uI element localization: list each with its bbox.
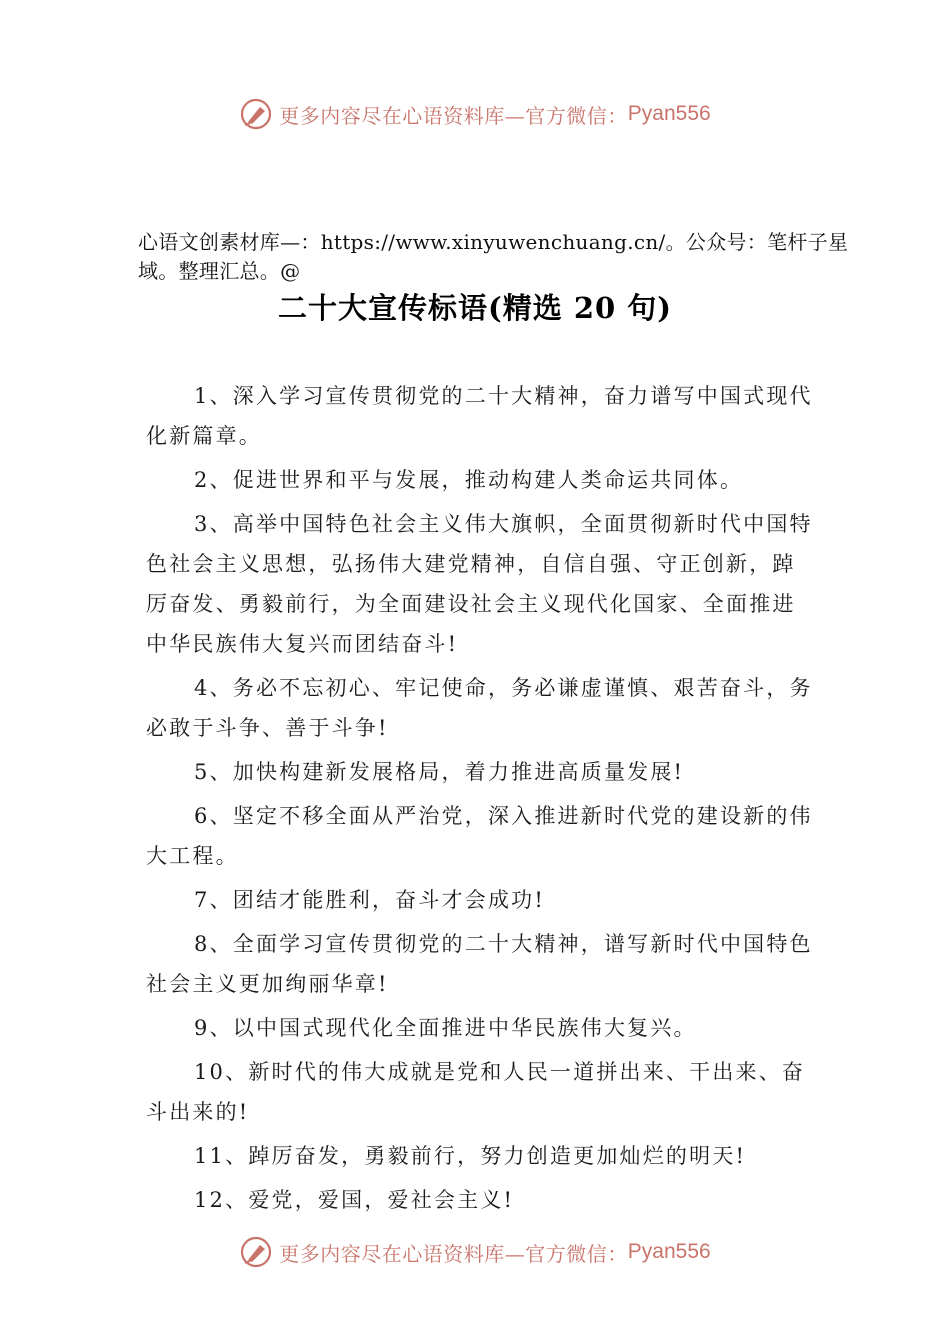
list-item: 8、全面学习宣传贯彻党的二十大精神，谱写新时代中国特色社会主义更加绚丽华章! — [146, 932, 813, 996]
pen-nib-logo-icon — [239, 1235, 273, 1269]
list-item: 9、以中国式现代化全面推进中华民族伟大复兴。 — [194, 1016, 697, 1040]
list-item: 5、加快构建新发展格局，着力推进高质量发展! — [194, 760, 685, 784]
page-title: 二十大宣传标语(精选 20 句) — [278, 291, 672, 325]
list-item: 2、促进世界和平与发展，推动构建人类命运共同体。 — [194, 468, 744, 492]
banner-wechat-id: Pyan556 — [627, 102, 711, 125]
banner-text: 更多内容尽在心语资料库—官方微信： — [279, 1241, 628, 1266]
list-item: 12、爱党，爱国，爱社会主义! — [194, 1188, 515, 1212]
list-item: 7、团结才能胜利，奋斗才会成功! — [194, 888, 545, 912]
list-item: 6、坚定不移全面从严治党，深入推进新时代党的建设新的伟大工程。 — [146, 804, 813, 868]
pen-nib-logo-icon — [239, 97, 273, 131]
slogan-list — [146, 376, 814, 1224]
list-item: 4、务必不忘初心、牢记使命，务必谦虚谨慎、艰苦奋斗，务必敢于斗争、善于斗争! — [146, 676, 813, 740]
banner-wechat-id: Pyan556 — [627, 1240, 711, 1263]
banner-text: 更多内容尽在心语资料库—官方微信： — [279, 103, 628, 128]
list-item: 11、踔厉奋发，勇毅前行，努力创造更加灿烂的明天! — [194, 1144, 747, 1168]
source-line: 心语文创素材库—：https://www.xinyuwenchuang.cn/。公众号：笔杆子星域。整理汇总。@ — [138, 230, 849, 283]
footer-banner — [0, 1230, 950, 1274]
header-banner — [0, 92, 950, 136]
list-item: 3、高举中国特色社会主义伟大旗帜，全面贯彻新时代中国特色社会主义思想，弘扬伟大建党精神，自信自强、守正创新，踔厉奋发、勇毅前行，为全面建设社会主义现代化国家、全面推进中华民族伟大复兴而团结奋斗! — [146, 512, 813, 656]
list-item: 1、深入学习宣传贯彻党的二十大精神，奋力谱写中国式现代化新篇章。 — [146, 384, 813, 448]
list-item: 10、新时代的伟大成就是党和人民一道拼出来、干出来、奋斗出来的! — [146, 1060, 806, 1124]
